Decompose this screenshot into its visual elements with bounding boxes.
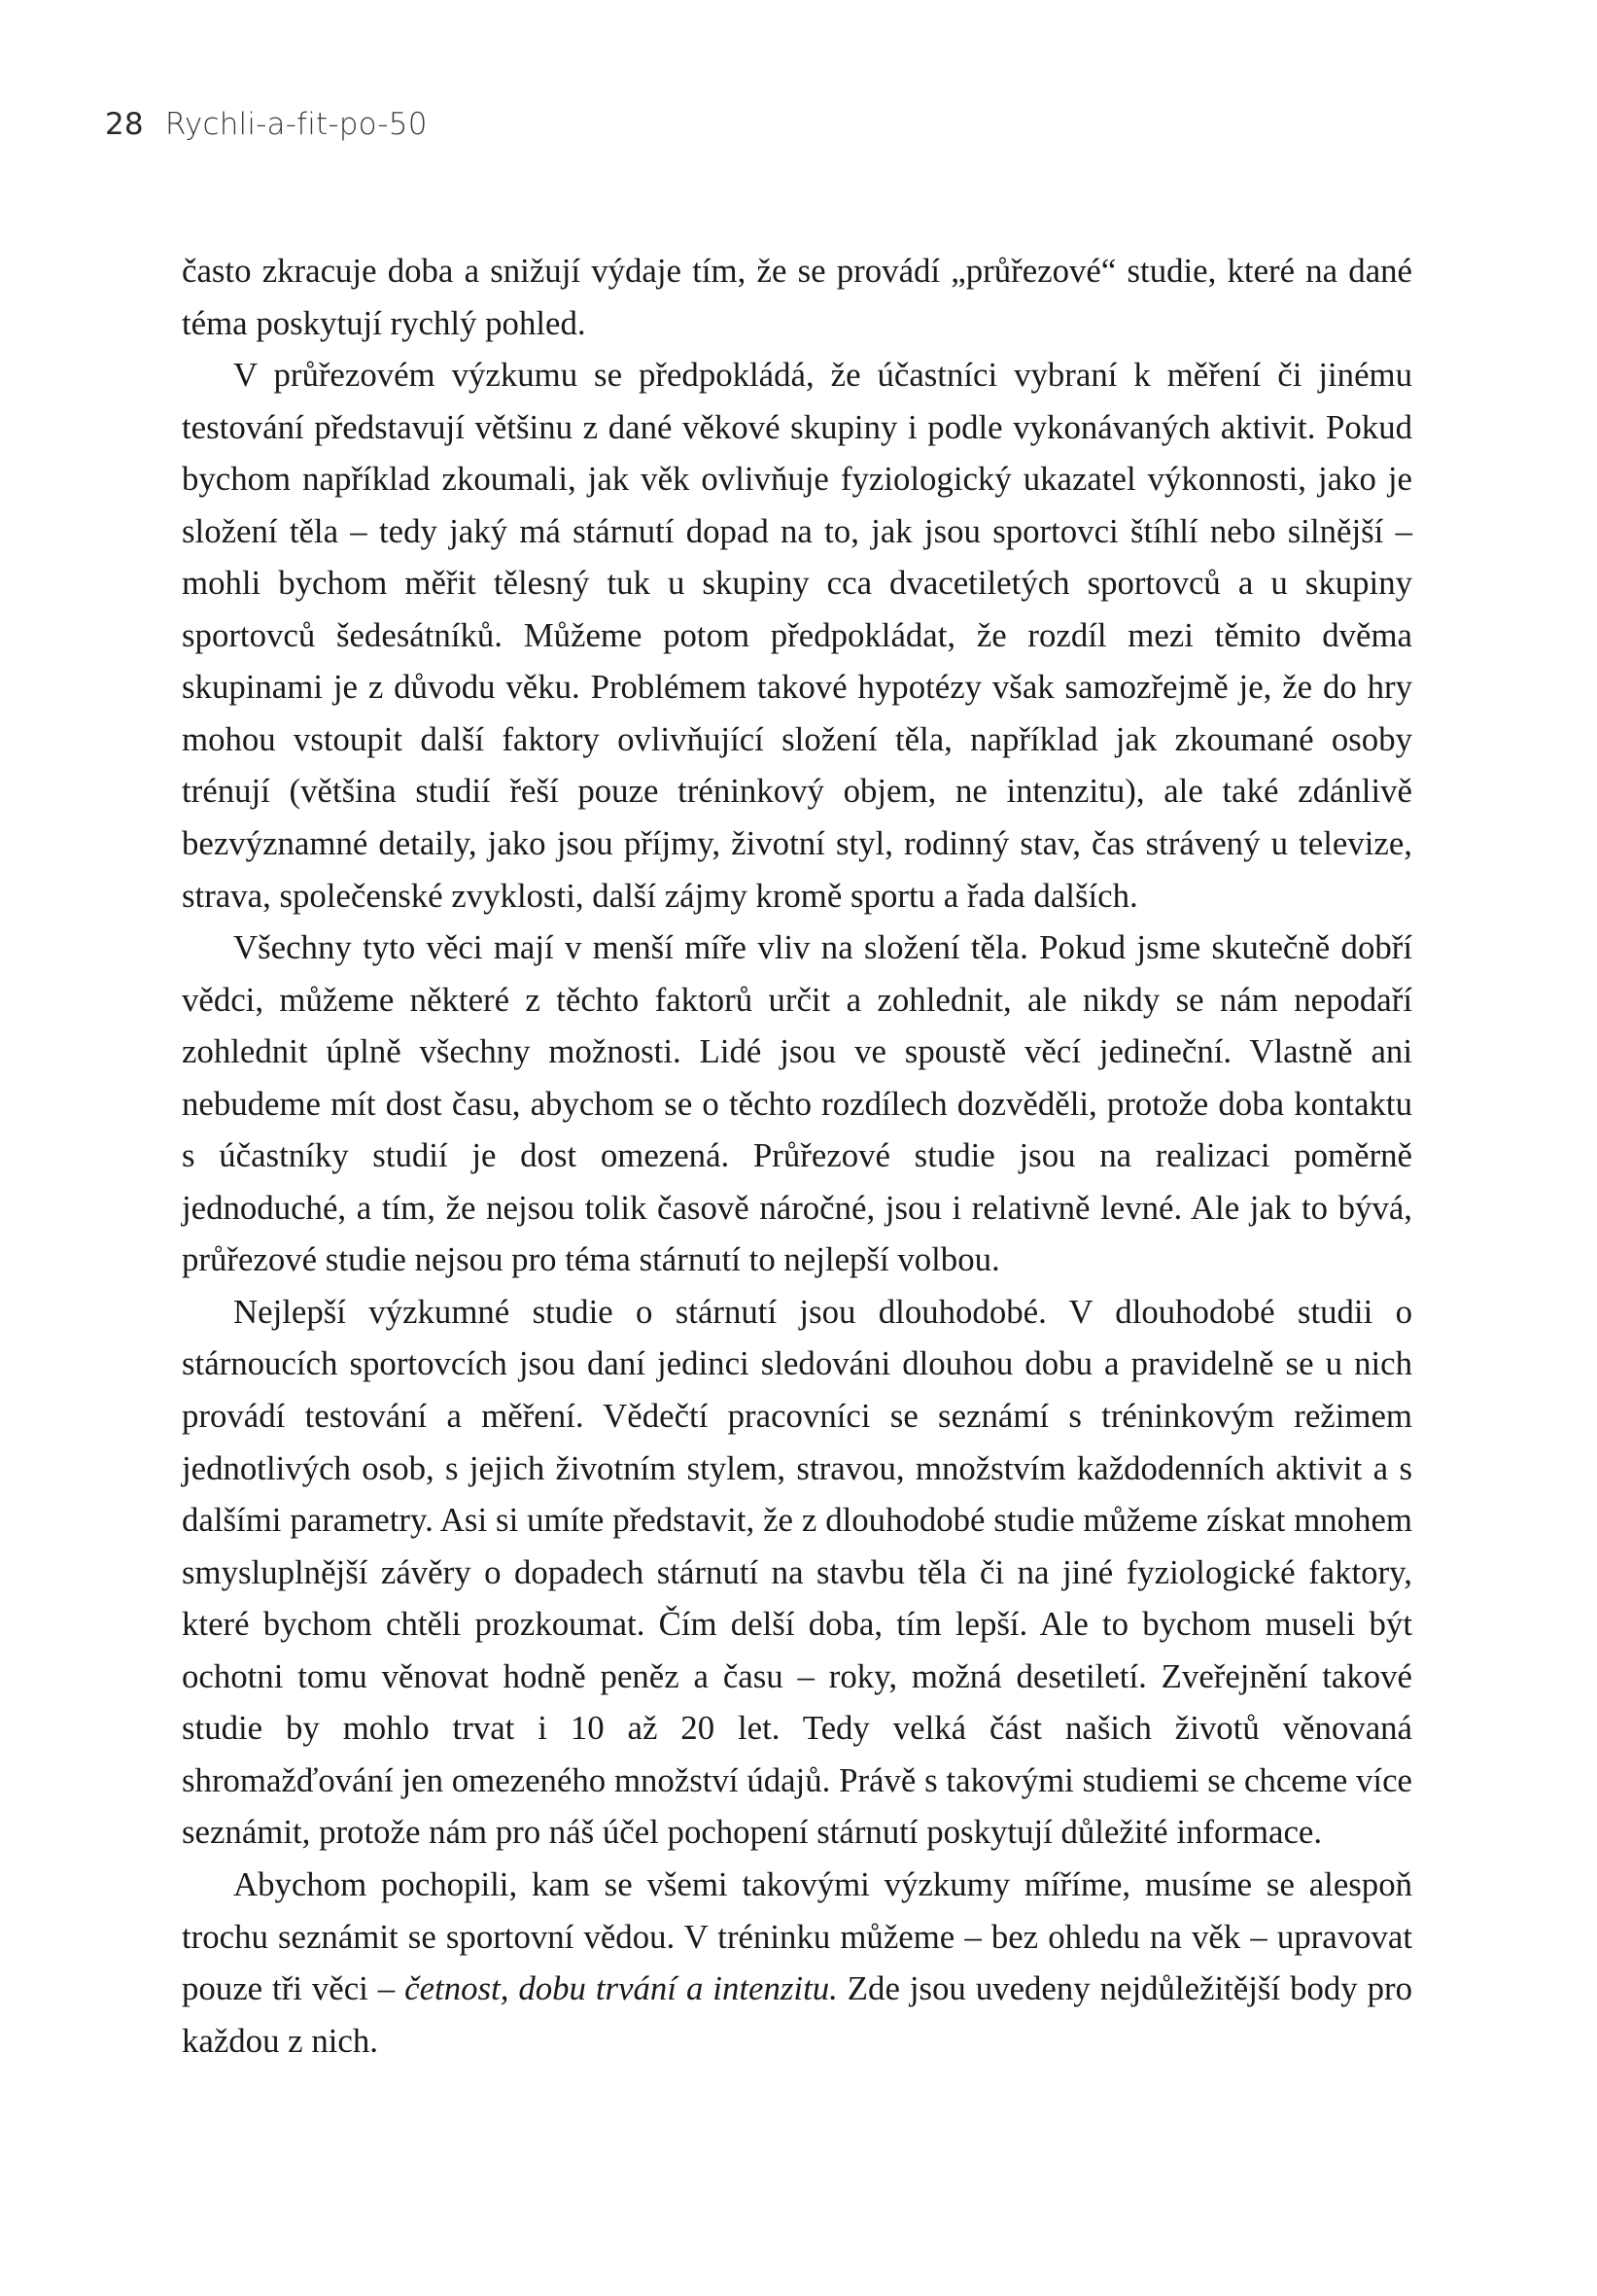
running-head (105, 107, 428, 142)
paragraph-1: často zkracuje doba a snižují výdaje tím, že se provádí „průřezové“ studie, které na dané téma poskytují rychlý pohled. (182, 252, 1412, 342)
paragraph-4: Nejlepší výzkumné studie o stárnutí jsou dlouhodobé. V dlouhodobé studii o stárnoucích sportovcích jsou daní jedinci sledováni dlouhou dobu a pravidelně se u nich provádí testování a měření. Vědečtí pracovníci se seznámí s tréninkovým režimem jednotlivých osob, s jejich životním stylem, stravou, množstvím každodenních aktivit a s dalšími parametry. Asi si umíte představit, že z dlouhodobé studie můžeme získat mnohem smysluplnější závěry o dopadech stárnutí na stavbu těla či na jiné fyziologické faktory, které bychom chtěli prozkoumat. Čím delší doba, tím lepší. Ale to bychom museli být ochotni tomu věnovat hodně peněz a času – roky, možná desetiletí. Zveřejnění takové studie by mohlo trvat i 10 až 20 let. Tedy velká část našich životů věnovaná shromažďování jen omezeného množství údajů. Právě s takovými studiemi se chceme více seznámit, protože nám pro náš účel pochopení stárnutí poskytují důležité informace. (182, 1292, 1412, 1852)
paragraph-5 (182, 1859, 1412, 2067)
paragraph-5-emphasis: četnost, dobu trvání a intenzitu. (404, 1969, 838, 2008)
paragraph-5-text-after: Zde jsou uvedeny nejdůležitější body pro každou z nich. (182, 1969, 1412, 2060)
paragraph-3: Všechny tyto věci mají v menší míře vliv na složení těla. Pokud jsme skutečně dobří vědci, můžeme některé z těchto faktorů určit a zohlednit, ale nikdy se nám nepodaří zohlednit úplně všechny možnosti. Lidé jsou ve spoustě věcí jedineční. Vlastně ani nebudeme mít dost času, abychom se o těchto rozdílech dozvěděli, protože doba kontaktu s účastníky studií je dost omezená. Průřezové studie jsou na realizaci poměrně jednoduché, a tím, že nejsou tolik časově náročné, jsou i relativně levné. Ale jak to bývá, průřezové studie nejsou pro téma stárnutí to nejlepší volbou. (182, 928, 1412, 1279)
book-title: Rychli-a-fit-po-50 (164, 107, 428, 142)
page-number: 28 (105, 107, 144, 142)
paragraph-5-text-before: Abychom pochopili, kam se všemi takovými výzkumy míříme, musíme se alespoň trochu seznámit se sportovní vědou. V tréninku můžeme – bez ohledu na věk – upravovat pouze tři věci – (182, 1864, 1412, 2008)
body-text (182, 245, 1412, 2067)
paragraph-2: V průřezovém výzkumu se předpokládá, že účastníci vybraní k měření či jinému testování představují většinu z dané věkové skupiny i podle vykonávaných aktivit. Pokud bychom například zkoumali, jak věk ovlivňuje fyziologický ukazatel výkonnosti, jako je složení těla – tedy jaký má stárnutí dopad na to, jak jsou sportovci štíhlí nebo silnější – mohli bychom měřit tělesný tuk u skupiny cca dvacetiletých sportovců a u skupiny sportovců šedesátníků. Můžeme potom předpokládat, že rozdíl mezi těmito dvěma skupinami je z důvodu věku. Problémem takové hypotézy však samozřejmě je, že do hry mohou vstoupit další faktory ovlivňující složení těla, například jak zkoumané osoby trénují (většina studií řeší pouze tréninkový objem, ne intenzitu), ale také zdánlivě bezvýznamné detaily, jako jsou příjmy, životní styl, rodinný stav, čas strávený u televize, strava, společenské zvyklosti, další zájmy kromě sportu a řada dalších. (182, 356, 1412, 915)
